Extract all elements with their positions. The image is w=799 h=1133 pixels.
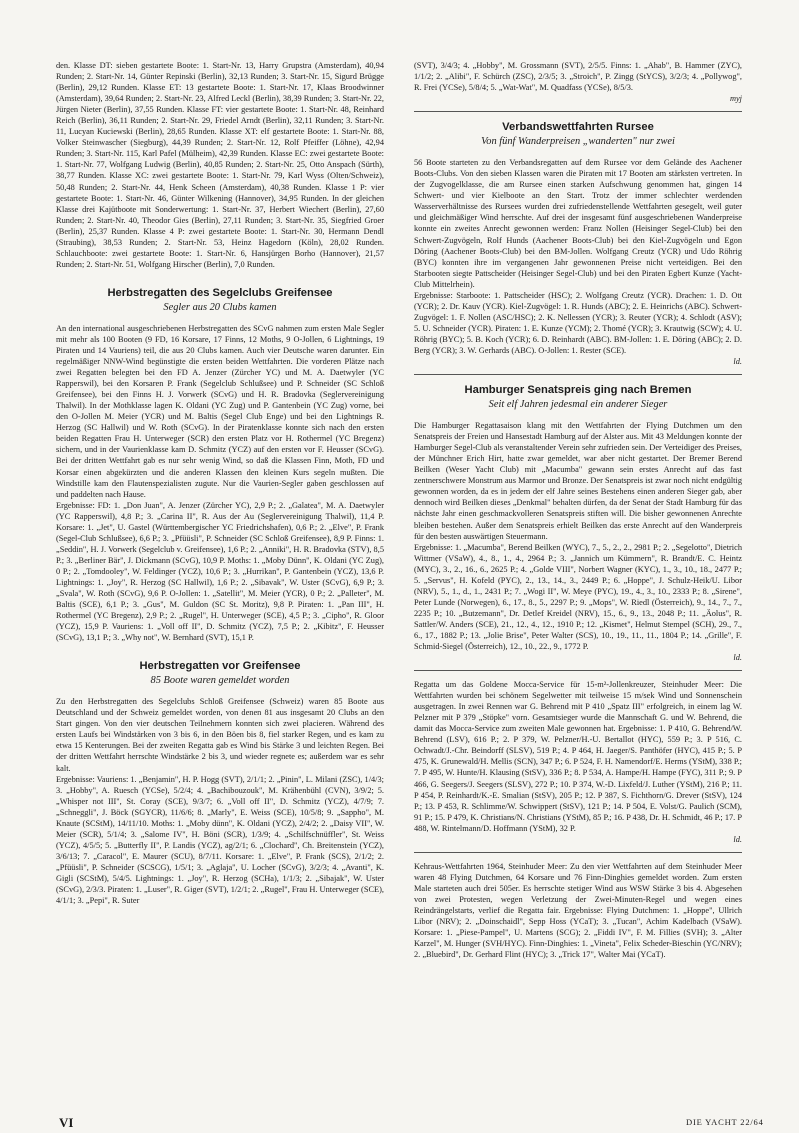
article-body: Die Hamburger Regattasaison klang mit den Wettfahrten der Flying Dutchmen um den Senatspreis der Freien und Hansestadt Hamburg auf der Alster aus. Mit 43 Meldungen konnte der Hamburger Segel-Club als veranstaltender Verein sehr zufrieden sein. Der Verteidiger des Preises, der Münchner Erich Hirt, hatte zwar gemeldet, war aber nicht gestartet. Der Bremer Berend Beilken (Weser Yacht Club) mit „Macumba" gewann sein erstes Anrecht auf das fast zentnerschwere Monstrum aus Marmor und Bronze. Der Senatspreis ist zwar noch nicht endgültig gewonnen worden, da es in jedem der elf Jahre seines Bestehens einen anderen Sieger gab, aber dennoch wird Beilken dieses „Denkmal" behalten dürfen, da der Senat der Stadt Hamburg für das nächste Jahr einen geschmackvolleren Senatspreis stiften will. Die bisher gewonnenen Anrechte bleiben bestehen. Außer dem Senatspreis erhielt Beilken das erste Anrecht auf den Wanderpreis für den besten auswärtigen Steuermann.	[414, 421, 742, 541]
article-title: Herbstregatten des Segelclubs Greifensee	[107, 286, 333, 299]
article-body: Zu den Herbstregatten des Segelclubs Schloß Greifensee (Schweiz) waren 85 Boote aus Deutschland und der Schweiz gemeldet worden, von denen 81 aus insgesamt 20 Clubs an den Start gingen. Von den vier deutschen Teilnehmern konnten sich zwei placieren. Während des ersten Laufs bei Windstärken von 3 bis 6, in den Böen bis 8, fiel starker Regen, und es kam zu etwa 15 Kenterungen. Bei der zweiten Regatta gab es Wind bis Stärke 3 und leichten Regen. Bei der dritten Wettfahrt herrschte Windstärke 2 bis 3, und wieder regnete es; außerdem war es sehr kalt.	[56, 697, 384, 773]
article-results: Ergebnisse: Vauriens: 1. „Benjamin", H. P. Hogg (SVT), 2/1/1; 2. „Pinin", L. Milani (ZSC), 1/4/3; 3. „Hobby", A. Ruesch (YCSe), 5/2/4; 4. „Bachibouzouk", M. Krähenbühl (CVN), 3/9/2; 5. „Whisper not III", St. Coray (SCE), 9/3/7; 6. „Voll off II", D. Schmitz (YCZ), 4/7/9; 7. „Schneggli", J. Böck (SGYCR), 11/6/6; 8. „Marly", E. Weiss (SCE), 10/5/8; 9. „Sappho", M. Knaute (SCStM), 14/11/10. Moths: 1. „Moby dünn", K. Oldani (YCZ), 2/4/2; 2. „Daisy VII", W. Meier (SCR), 5/1/4; 3. „Salome IV", H. Böni (SCR), 1/3/9; 4. „Schilfschnüffler", St. Weiss (YCZ), 4/5/5; 5. „Butterfly II", P. Landis (YCZ), ag/2/1; 6. „Clochard", Ch. Breitenstein (YCZ), 3/6/13; 7. „Caracol", E. Maurer (SCU), 8/7/11. Korsare: 1. „Elve", P. Frank (SCS), 2/1/2; 2. „Pfüüsli", P. Schneider (SCSCG), 1/5/1; 3. „Aglaja", U. Locher (SCvG), 3/2/3; 4. „Avanti", K. Gigli (SCStM), 5/4/5. Lightnings: 1. „Joy", R. Herzog (SCHa), 1/1/3; 2. „Sibajak", W. Uster (SCvG), 2/3/3. Piraten: 1. „Luser", R. Giger (SVT), 1/2/1; 2. „Rugel", Frau H. Unterweger (SCE), 4/1/1; 3. „Pepi", R. Suter	[56, 774, 384, 906]
magazine-page	[56, 60, 742, 1120]
author-signature: ld.	[733, 357, 742, 367]
article-results: Ergebnisse: 1. „Macumba", Berend Beilken (WYC), 7., 5., 2., 2., 2981 P.; 2. „Segelotto", Dietrich Wittmer (VSaW), 4., 8., 1., 4., 2964 P.; 3. „Jannich um Kümmern", R. Brandt/E. C. Heintz (MYC), 3., 2., 16., 6., 2625 P.; 4. „Golde VIII", Norbert Wagner (KYC), 1., 3., 10., 18., 2477 P.; 5. „Servus", H. Kofeld (PYC), 2., 13., 14., 3., 2449 P.; 6. „Hoppe", J. Schulz-Heik/U. Libor (NRV), 5., 1., d., 1., 2431 P.; 7. „Wogi II", W. Meye (PYC), 19., 4., 3., 10., 2333 P.; 8. „Sirene", Peter Lunde (Norwegen), 6., 17., 8., 5., 2297 P.; 9. „Mops", W. Riedl (Österreich), 9., 14., 7., 7., 2235 P.; 10. „Butzemann", Dr. Detlef Kreidel (NRV), 15., 6., 9., 13., 2048 P.; 11. „Äolus", R. Sattler/W. Anders (SCE), 21., 12., 4., 12., 1910 P.; 12. „Kismet", Helmut Stempel (SCH), 29., 7., 6., 17., 1882 P.; 13. „Jolie Brise", Peter Walter (SCS), 10., 19., 11., 11., 1804 P.; 14. „Grille", F. Schmid-Siegel (Österreich), 12., 10., 22., 9., 1772 P.	[414, 542, 742, 652]
article-title: Hamburger Senatspreis ging nach Bremen	[464, 384, 692, 397]
section-divider	[414, 111, 742, 112]
left-column	[56, 60, 384, 906]
article-title: Herbstregatten vor Greifensee	[139, 660, 301, 673]
issue-label: DIE YACHT 22/64	[686, 1117, 764, 1127]
article-results: Ergebnisse: FD: 1. „Don Juan", A. Jenzer (Zürcher YC), 2,9 P.; 2. „Galatea", M. A. Daetwyler (YC Rapperswil), 4,8 P.; 3. „Carina II", R. Aus der Au (Seglervereinigung Thalwil), 11,4 P. Korsare: 1. „Jet", U. Gastel (Württembergischer YC Friedrichshafen), 0,6 P.; 2. „Elve", P. Frank (Segel-Club Schlußsee), 6,6 P.; 3. „Pfüüsli", P. Schneider (SC Schloß Greifensee), 8,9 P. Finns: 1. „Seddin", H. J. Vorwerk (Segelclub v. Greifensee), 1,6 P.; 2. „Anniki", H. R. Bradovka (STV), 8,5 P.; 3. „Berliner Bär", J. Dickmann (SCvG), 10,9 P. Moths: 1. „Moby Dünn", K. Oldani (YC Zug), 0 P.; 2. „Tomdooley", W. Feldinger (YCZ), 10,6 P.; 3. „Hurrikan", P. Gantenbein (YCZ), 13,6 P. Lightnings: 1. „Joy", R. Herzog (SC Hallwil), 1,6 P.; 2. „Sibavak", W. Uster (SCvG), 6,9 P.; 3. „Svala", W. Roth (SCvG), 9,6 P. O-Jollen: 1. „Satellit", M. Meier (YCR), 0 P.; 2. „Palleter", M. Baltis (SCE), 6,1 P.; 3. „Gus", M. Guldon (SC St. Moritz), 9,8 P. Piraten: 1. „Pan III", H. Rothermel (YC Bregenz), 2,9 P.; 2. „Rugel", H. Unterweger (SCE), 4,5 P.; 3. „Cipho", R. Gloor (YCZ), 15,9 P. Vauriens: 1. „Voll off II", D. Schmitz (YCZ), 7,5 P.; 2. „Kibitz", F. Heusser (SCvG), 13,1 P.; 3. „Why not", W. Bernhard (SVT), 15,1 P.	[56, 500, 384, 643]
section-divider	[414, 852, 742, 853]
article-body: 56 Boote starteten zu den Verbandsregatten auf dem Rursee vor dem Gelände des Aachener Boots-Clubs. Von den sieben Klassen waren die Piraten mit 17 Booten am stärksten vertreten. In der Zugvogelklasse, die am Rursee einen starken Aufschwung genommen hat, gingen 14 Schwert- und vier Kielboote an den Start. Trotz der immer schlechter werdenden Wasserverhältnisse des Rursees wurden drei zufriedenstellende Wettfahrten gesegelt, weil guter und gleichmäßiger Wind herrschte. Auf drei der insgesamt fünf ausgeschriebenen Wanderpreise konnte ein zweites Anrecht gewonnen werden: Franz Nollen (Heisinger Segel-Club) bei den Schwert-Zugvögeln, Rolf Hunds (Aachener Boots-Club) bei den Kiel-Zugvögeln und Egon Döring (Aachener Boots-Club) bei den BM-Jollen. Wolfgang Creutz (YCR) und Udo Röhrig (BYC) konnten ihre im vergangenen Jahr gewonnenen Preise nicht verteidigen. Bei den Starbooten siegte Pattscheider (Heisinger Segel-Club) und bei den Piraten Egbert Kunze (Yacht-Club Mittelrhein).	[414, 158, 742, 289]
article-mocca-service	[414, 679, 742, 845]
article-subtitle: Seit elf Jahren jedesmal ein anderer Sieger	[488, 399, 668, 411]
article-body: Kehraus-Wettfahrten 1964, Steinhuder Meer: Zu den vier Wettfahrten auf dem Steinhuder Meer waren 48 Flying Dutchmen, 64 Korsare und 76 Finn-Dinghies gemeldet worden. Zum ersten Male starteten auch drei 505er. Es herrschte stetiger Wind aus WSW Stärke 3 bis 4. Abgesehen von zwei Protesten, wegen Verletzung der Zwei-Minuten-Regel und wegen eines Reindrängelstarts, verlief die Regatta fair. Ergebnisse: Flying Dutchmen: 1. „Hoppe", Ullrich Libor (NRV); 2. „Doinschaidl", Sepp Hoss (YCaT); 3. „Tucan", Achim Kadelbach (VSaW). Korsare: 1. „Piese-Pampel", U. Martens (SCG); 2. „Fiddi IV", F. M. Fillies (SVH); 3. „Alter Karzel", M. Hunger (SVH/HYC). Finn-Dinghies: 1. „Vineta", Felix Scheder-Bieschin (YC/NRV); 2. „Bluebird", Dr. Gerhard Flint (HYC); 3. „Trick 17", Walter Mai (YCaT).	[414, 861, 742, 960]
section-divider	[414, 670, 742, 671]
article-rursee	[414, 120, 742, 367]
right-column	[414, 60, 742, 960]
article-subtitle: Segler aus 20 Clubs kamen	[163, 301, 277, 313]
author-signature: ld.	[733, 653, 742, 663]
article-subtitle: 85 Boote waren gemeldet worden	[150, 675, 290, 687]
article-senatspreis	[414, 383, 742, 663]
author-signature: ld.	[733, 834, 742, 844]
article-body: Regatta um das Goldene Mocca-Service für 15-m²-Jollenkreuzer, Steinhuder Meer: Die Wettfahrten wurden bei schönem Segelwetter mit teilweise 15 m/sek Wind und Sonnenschein ausgetragen. In zwei Rennen war G. Behrend mit P 410 „Spatz III" erfolgreich, in einem lag W. Pelzner mit P 379 „Stöpke" vorn. Gesamtsieger wurde die Mannschaft G. und W. Behrend, die damit das Mocca-Service zum zweiten Male gewonnen hat. Ergebnisse: 1. P 410, G. Behrend/W. Behrend (LSV), 616 P.; 2. P 379, W. Pelzner/H.-U. Bertallot (HYC), 559 P.; 3. P 516, C. Ochwadt/J.-Chr. Beindorff (SLSV), 519 P.; 4. P 464, H. Jaeger/S. Panthöfer (HYC), 415 P.; 5. P 475, K. Grunewald/H. Mellis (SCN), 347 P.; 6. P 524, F. H. Namendorf/E. Herms (YStM), 338 P.; 7. P 495, W. Hunte/H. Klausing (StSV), 336 P.; 8. P 534, A. Hampe/H. Hampe (FYC), 311 P.; 9. P 466, G. Seegers/J. Seegers (SLSV), 272 P.; 10. P 374, W.-D. Lixfeld/J. Luther (YStM), 216 P.; 11. P 454, P. Reinhardt/K.-E. Smalian (StSV), 205 P.; 12. P 387, S. Fichthorn/G. Drever (StSV), 124 P.; 13. P 453, R. Schlimme/W. Schwippert (StSV), 121 P.; 14. P 504, E. Volst/G. Paulich (SCM), 91 P.; 15. P 479, K. Christians/N. Christians (YStM), 85 P.; 16. P 438, Dr. H. Schmidt, 46 P.; 17. P 488, W. Rintelmann/D. Hoffmann (YStM), 32 P.	[414, 680, 742, 833]
article-greifensee-herbstregatten	[56, 286, 384, 643]
results-continuation: den. Klasse DT: sieben gestartete Boote: 1. Start-Nr. 13, Harry Grupstra (Amsterdam), 40,94 Runden; 2. Start-Nr. 14, Günter Repinski (Berlin), 32,13 Runden; 3. Start-Nr. 15, Sigurd Brügge (Berlin), 29,12 Runden. Klasse ET: 13 gestartete Boote: 1. Start-Nr. 17, Klaas Broodwinner (Amsterdam), 39,64 Runden; 2. Start-Nr. 23, Alfred Leckl (Berlin), 38,39 Runden; 3. Start-Nr. 22, Jürgen Nieter (Berlin), 37,55 Runden. Klasse FT: vier gestartete Boote: 1. Start-Nr. 48, Reinhard Reich (Berlin), 36,11 Runden; 2. Start-Nr. 29, Friedel Arndt (Berlin), 32,11 Runden; 3. Start-Nr. 11, Lucyan Kuciewski (Berlin), 28,65 Runden. Klasse XT: elf gestartete Boote: 1. Start-Nr. 88, Volker Steinwascher (Siegburg), 44,39 Runden; 2. Start-Nr. 12, Rolf Pfeiffer (Löhne), 42,94 Runden; 3. Start-Nr. 115, Karl Pafel (Mülheim), 42,39 Runden. Klasse EC: zwei gestartete Boote: 1. Start-Nr. 77, Wolfgang Ludwig (Berlin), 40,85 Runden; 2. Start-Nr. 25, Otto Anspach (Sürth), 38,77 Runden. Klasse XC: zwei gestartete Boote: 1. Start-Nr. 79, Karl Wyss (Olten/Schweiz), 50,48 Runden; 2. Start-Nr. 44, Henk Scheen (Amsterdam), 40,38 Runden. Klasse 1 P: vier gestartete Boote: 1. Start-Nr. 46, Günter Wilkening (Hannover), 34,95 Runden. In der gleichen Klasse drei Kajütboote mit Sonderwertung: 1. Start-Nr. 37, Herbert Wiechert (Berlin), 27,60 Runden; 2. Start-Nr. 40, Theodor Gies (Berlin), 27,11 Runden; 3. Start-Nr. 35, Siegfried Groer (Berlin), 25,37 Runden. Klasse 4 P: zwei gestartete Boote: 1. Start-Nr. 30, Hermann Dendl (Straubing), 38,53 Runden; 2. Start-Nr. 53, Heinz Hagedorn (Köln), 28,02 Runden. Schlauchboote: zwei gestartete Boote: 1. Start-Nr. 6, Hansjürgen Borho (Hannover), 21,57 Runden; 2. Start-Nr. 51, Wolfgang Hirscher (Berlin), 7,0 Runden.	[56, 61, 384, 269]
article-title: Verbandswettfahrten Rursee	[502, 121, 654, 134]
author-signature: myj	[729, 94, 742, 104]
page-number: VI	[59, 1115, 74, 1130]
article-greifensee-vor	[56, 659, 384, 906]
article-subtitle: Von fünf Wanderpreisen „wanderten" nur zwei	[481, 136, 675, 148]
section-divider	[414, 374, 742, 375]
article-results: Ergebnisse: Starboote: 1. Pattscheider (HSC); 2. Wolfgang Creutz (YCR). Drachen: 1. D. Ott (YCR); 2. Dr. Kauv (YCR). Kiel-Zugvögel: 1. R. Hunds (ABC); 2. E. Heinrichs (ABC). Schwert-Zugvögel: 1. F. Nollen (ASC/HSC); 2. K. Nellessen (YCR); 3. Reuter (YCR); 4. Schlodt (ASV); 5. U. Schneider (YCR). Piraten: 1. E. Kunze (YCM); 2. Thomé (YCR); 3. Krautwig (SCW); 4. U. Röhrig (BYC); 5. B. Koch (YCR); 6. D. Reinhardt (ABC). BM-Jollen: 1. E. Döring (ABC); 2. D. Berg (YCR); 3. W. Gerhards (ABC). O-Jollen: 1. Rester (SCE).	[414, 290, 742, 355]
results-continuation: (SVT), 3/4/3; 4. „Hobby", M. Grossmann (SVT), 2/5/5. Finns: 1. „Ahab", B. Hammer (ZYC), 1/1/2; 2. „Alibi", F. Schürch (ZSC), 2/3/5; 3. „Stroich", P. Zingg (StYCS), 3/2/3; 4. „Pollywog", R. Frei (YCSe), 5/8/4; 5. „Wat-Wat", M. Quadfass (YCSe), 8/5/3.	[414, 61, 742, 93]
article-body: An den international ausgeschriebenen Herbstregatten des SCvG nahmen zum ersten Male Segler mit mehr als 100 Booten (9 FD, 16 Korsare, 17 Finns, 12 Moths, 9 O-Jollen, 6 Lightnings, 19 Piraten und 14 Vauriens) teil, die aus 20 Clubs kamen. Auch vier Deutsche waren darunter. Ein regelmäßiger NNW-Wind begünstigte die ersten beiden Wettfahrten. Die vorderen Plätze nach zwei Regatten belegten bei den FD A. Jenzer (Zürcher YC) und M. A. Daetwyler (YC Rapperswil), bei den Korsaren P. Frank (Segelclub Schlußsee) und P. Schneider (SC Schloß Greifensee), bei den Finns H. J. Vorwerk (SCvG) und H. R. Bradovka (Seglervereinigung Thalwil). In der Mothklasse lagen K. Oldani (YC Zug) und P. Gantenbein (YC Zug) vorne, bei den O-Jollen M. Meier (YCR) und M. Baltis (Segel Club Enge) und bei den Lightnings R. Herzog (SC Hallwil) und W. Roth (SCvG). In der Piratenklasse konnte sich nach den ersten beiden Regatten Frau H. Unterweger (SCR) den ersten Platz vor H. Rothermel (YC Bregenz) sichern, und in der Vaurienklasse kam D. Schmitz (YCZ) auf den ersten vor F. Heusser (SCvG). Bei der dritten Wettfahrt gab es nur sehr wenig Wind, so daß die Klassen Finn, Moth, FD und Korsar einen abgekürzten und die anderen Klassen den kleinen Kurs segeln mußten. Die Windstille kam den Flautenspezialisten zugute. Nur die Vaurien-Segler gaben geschlossen auf und paddelten nach Hause.	[56, 323, 384, 499]
article-kehraus	[414, 861, 742, 960]
